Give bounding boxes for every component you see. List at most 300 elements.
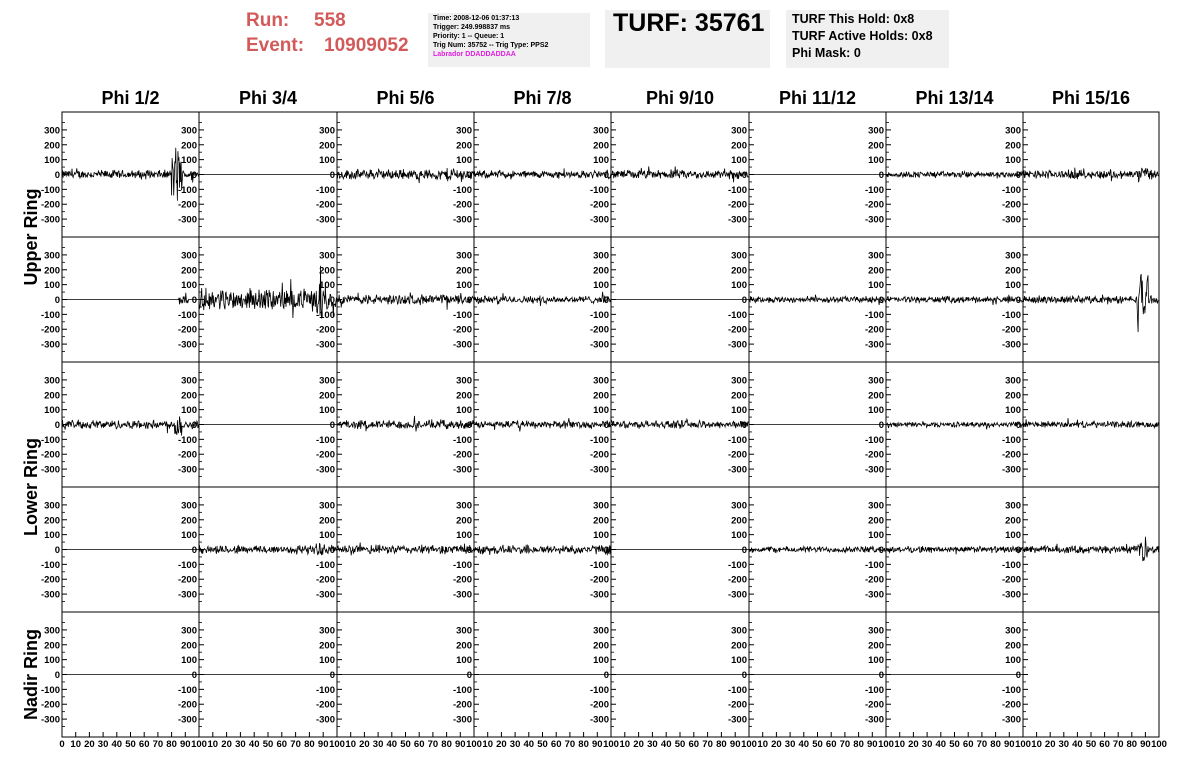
xtick-label-r5-c8-10: 100	[1151, 739, 1167, 750]
ytick-label-r2-c7-6: -300	[864, 339, 884, 351]
xtick-label-r5-c8-1: 10	[1031, 739, 1042, 750]
xtick-label-r5-c5-3: 30	[647, 739, 658, 750]
xtick-label-r5-c2-7: 70	[290, 739, 301, 750]
ytick-label-r2-c4-1: 200	[456, 265, 472, 277]
ytick-label-r2-c8-5: -200	[1001, 324, 1021, 336]
phi-label-6: Phi 11/12	[778, 88, 857, 108]
ytick-label-r3-c2-4: -100	[177, 434, 197, 446]
ytick-label-r4-c4-4: -100	[452, 559, 472, 571]
xtick-label-r5-c8-2: 20	[1044, 739, 1056, 750]
ytick-label-r3-c7-6: -300	[864, 464, 884, 476]
xtick-label-r5-c1-6: 60	[138, 739, 150, 750]
ytick-label-r2-c7-3: 0	[878, 295, 884, 306]
ytick-label-r4-c6-0: 300	[731, 500, 747, 512]
ytick-label-r2-c7-2: 100	[868, 280, 884, 292]
xtick-label-r5-c5-7: 70	[702, 739, 713, 750]
ytick-label-r4-c5-5: -200	[589, 574, 609, 586]
xtick-label-r5-c4-2: 20	[496, 739, 507, 750]
ytick-label-r4-c1-1: 200	[44, 515, 60, 527]
waveform-r4-c4	[474, 545, 611, 555]
ytick-label-r1-c3-2: 100	[319, 155, 335, 167]
ytick-label-r2-c3-0: 300	[319, 250, 335, 262]
ytick-label-r1-c8-3: 0	[1015, 170, 1021, 181]
ytick-label-r5-c8-6: -300	[1001, 714, 1021, 726]
ytick-label-r5-c1-3: 0	[54, 670, 60, 681]
phi-label-2: Phi 3/4	[238, 88, 298, 108]
ytick-label-r1-c3-1: 200	[319, 140, 335, 152]
xtick-label-r5-c8-9: 90	[1140, 739, 1151, 750]
ytick-label-r3-c1-6: -300	[40, 464, 60, 476]
ytick-label-r3-c8-5: -200	[1001, 449, 1021, 461]
ytick-label-r1-c3-6: -300	[315, 214, 335, 226]
ytick-label-r5-c7-0: 300	[868, 625, 884, 637]
xtick-label-r5-c6-1: 10	[757, 739, 768, 750]
ytick-label-r2-c1-0: 300	[44, 250, 60, 262]
ytick-label-r3-c3-5: -200	[315, 449, 335, 461]
ytick-label-r2-c4-4: -100	[452, 309, 472, 321]
ytick-label-r3-c3-3: 0	[329, 420, 335, 431]
ytick-label-r5-c1-1: 200	[44, 640, 60, 652]
ytick-label-r3-c4-0: 300	[456, 375, 472, 387]
ring-label-3: Nadir Ring	[21, 628, 41, 721]
ytick-label-r3-c8-4: -100	[1001, 434, 1021, 446]
ytick-label-r1-c4-5: -200	[452, 199, 472, 211]
ytick-label-r3-c8-3: 0	[1015, 420, 1021, 431]
ytick-label-r5-c6-1: 200	[731, 640, 747, 652]
xtick-label-r5-c5-6: 60	[688, 739, 700, 750]
xtick-label-r5-c3-8: 80	[441, 739, 452, 750]
xtick-label-r5-c2-5: 50	[262, 739, 274, 750]
ytick-label-r3-c3-0: 300	[319, 375, 335, 387]
xtick-label-r5-c1-10: 100	[191, 739, 207, 750]
ytick-label-r4-c6-6: -300	[727, 589, 747, 601]
ytick-label-r4-c7-3: 0	[878, 545, 884, 556]
ytick-label-r3-c6-0: 300	[731, 375, 747, 387]
ytick-label-r3-c6-3: 0	[741, 420, 747, 431]
ytick-label-r5-c1-6: -300	[40, 714, 60, 726]
xtick-label-r5-c7-9: 90	[1004, 739, 1015, 750]
xtick-label-r5-c2-2: 20	[221, 739, 232, 750]
ytick-label-r1-c7-2: 100	[868, 155, 884, 167]
waveform-r4-c2	[199, 543, 337, 555]
ytick-label-r4-c2-0: 300	[181, 500, 197, 512]
ytick-label-r4-c4-3: 0	[466, 545, 472, 556]
ytick-label-r3-c5-5: -200	[589, 449, 609, 461]
waveform-r2-c4	[474, 292, 611, 306]
ytick-label-r4-c3-5: -200	[315, 574, 335, 586]
ytick-label-r2-c5-2: 100	[593, 280, 609, 292]
ytick-label-r1-c6-2: 100	[731, 155, 747, 167]
waveform-r3-c4	[474, 418, 611, 431]
turf-active-holds: TURF Active Holds: 0x8	[792, 29, 933, 43]
ytick-label-r3-c2-5: -200	[177, 449, 197, 461]
ytick-label-r2-c8-0: 300	[1005, 250, 1021, 262]
waveform-r4-c8	[1023, 537, 1159, 561]
xtick-label-r5-c3-5: 50	[400, 739, 411, 750]
ytick-label-r2-c8-2: 100	[1005, 280, 1021, 292]
waveform-r3-c8	[1023, 418, 1159, 428]
ytick-label-r1-c5-3: 0	[603, 170, 609, 181]
ytick-label-r2-c8-1: 200	[1005, 265, 1021, 277]
xtick-label-r5-c6-8: 80	[853, 739, 864, 750]
ytick-label-r4-c5-2: 100	[593, 530, 609, 542]
ytick-label-r3-c1-2: 100	[44, 405, 60, 417]
ytick-label-r1-c2-0: 300	[181, 125, 197, 137]
waveform-r1-c7	[886, 171, 1023, 178]
xtick-label-r5-c6-3: 30	[784, 739, 796, 750]
ytick-label-r2-c2-5: -200	[177, 324, 197, 336]
ytick-label-r4-c7-5: -200	[864, 574, 884, 586]
ytick-label-r3-c2-1: 200	[181, 390, 197, 402]
ytick-label-r1-c4-2: 100	[456, 155, 472, 167]
waveform-r3-c7	[886, 421, 1023, 429]
ytick-label-r5-c8-3: 0	[1015, 670, 1021, 681]
ytick-label-r5-c3-5: -200	[315, 699, 335, 711]
ytick-label-r3-c8-0: 300	[1005, 375, 1021, 387]
ytick-label-r4-c1-4: -100	[40, 559, 60, 571]
xtick-label-r5-c4-4: 40	[523, 739, 535, 750]
xtick-label-r5-c8-8: 80	[1126, 739, 1138, 750]
ytick-label-r1-c3-0: 300	[319, 125, 335, 137]
ytick-label-r1-c3-3: 0	[329, 170, 335, 181]
ytick-label-r3-c6-1: 200	[731, 390, 747, 402]
ytick-label-r1-c5-1: 200	[593, 140, 609, 152]
xtick-label-r5-c7-2: 20	[908, 739, 919, 750]
xtick-label-r5-c2-4: 40	[248, 739, 260, 750]
ytick-label-r4-c4-5: -200	[452, 574, 472, 586]
turf-this-hold: TURF This Hold: 0x8	[792, 12, 915, 26]
ytick-label-r4-c7-4: -100	[864, 559, 884, 571]
xtick-label-r5-c1-8: 80	[166, 739, 177, 750]
xtick-label-r5-c7-7: 70	[976, 739, 988, 750]
xtick-label-r5-c1-7: 70	[152, 739, 164, 750]
xtick-label-r5-c6-9: 90	[867, 739, 878, 750]
phi-label-4: Phi 7/8	[513, 88, 572, 108]
ytick-label-r3-c3-1: 200	[319, 390, 335, 402]
xtick-label-r5-c8-3: 30	[1058, 739, 1070, 750]
ytick-label-r4-c5-4: -100	[589, 559, 609, 571]
ytick-label-r1-c8-0: 300	[1005, 125, 1021, 137]
ytick-label-r4-c3-2: 100	[319, 530, 335, 542]
waveform-r3-c3	[337, 416, 474, 432]
ytick-label-r5-c5-4: -100	[589, 684, 609, 696]
ytick-label-r5-c1-4: -100	[40, 684, 60, 696]
ytick-label-r2-c7-4: -100	[864, 309, 884, 321]
ytick-label-r3-c2-2: 100	[181, 405, 197, 417]
xtick-label-r5-c2-8: 80	[304, 739, 315, 750]
ytick-label-r2-c5-3: 0	[603, 295, 609, 306]
ytick-label-r5-c5-2: 100	[593, 655, 609, 667]
xtick-label-r5-c6-2: 20	[771, 739, 782, 750]
xtick-label-r5-c1-5: 50	[125, 739, 136, 750]
ytick-label-r3-c6-5: -200	[727, 449, 747, 461]
ytick-label-r4-c2-4: -100	[177, 559, 197, 571]
ytick-label-r1-c4-1: 200	[456, 140, 472, 152]
ytick-label-r4-c1-0: 300	[44, 500, 60, 512]
ytick-label-r2-c3-3: 0	[329, 295, 335, 306]
ytick-label-r2-c8-3: 0	[1015, 295, 1021, 306]
run-label: Run:	[246, 10, 290, 31]
ytick-label-r3-c4-4: -100	[452, 434, 472, 446]
ytick-label-r5-c8-5: -200	[1001, 699, 1021, 711]
ytick-label-r4-c3-3: 0	[329, 545, 335, 556]
waveform-r3-c1	[62, 416, 199, 435]
ytick-label-r3-c7-2: 100	[868, 405, 884, 417]
ytick-label-r5-c8-2: 100	[1005, 655, 1021, 667]
ytick-label-r4-c8-5: -200	[1001, 574, 1021, 586]
ytick-label-r1-c4-0: 300	[456, 125, 472, 137]
ytick-label-r3-c1-4: -100	[40, 434, 60, 446]
ytick-label-r5-c7-3: 0	[878, 670, 884, 681]
info-priority: Priority: 1 -- Queue: 1	[433, 33, 505, 40]
xtick-label-r5-c3-1: 10	[345, 739, 356, 750]
ytick-label-r2-c4-6: -300	[452, 339, 472, 351]
ytick-label-r5-c2-0: 300	[181, 625, 197, 637]
waveform-r1-c5	[611, 166, 749, 182]
ytick-label-r4-c2-6: -300	[177, 589, 197, 601]
ytick-label-r1-c3-4: -100	[315, 184, 335, 196]
xtick-label-r5-c1-1: 10	[70, 739, 81, 750]
ytick-label-r1-c1-5: -200	[40, 199, 60, 211]
ytick-label-r3-c5-0: 300	[593, 375, 609, 387]
ytick-label-r4-c8-0: 300	[1005, 500, 1021, 512]
ytick-label-r1-c1-3: 0	[54, 170, 60, 181]
ytick-label-r3-c7-1: 200	[868, 390, 884, 402]
xtick-label-r5-c4-9: 90	[592, 739, 603, 750]
ytick-label-r3-c1-0: 300	[44, 375, 60, 387]
xtick-label-r5-c3-10: 100	[466, 739, 482, 750]
waveform-r2-c1	[62, 293, 199, 305]
ytick-label-r3-c4-1: 200	[456, 390, 472, 402]
ytick-label-r4-c8-6: -300	[1001, 589, 1021, 601]
ytick-label-r4-c7-2: 100	[868, 530, 884, 542]
ytick-label-r2-c3-6: -300	[315, 339, 335, 351]
phi-mask: Phi Mask: 0	[792, 46, 861, 60]
ytick-label-r2-c4-5: -200	[452, 324, 472, 336]
ytick-label-r4-c8-4: -100	[1001, 559, 1021, 571]
ytick-label-r2-c5-5: -200	[589, 324, 609, 336]
ytick-label-r5-c4-6: -300	[452, 714, 472, 726]
ytick-label-r2-c7-5: -200	[864, 324, 884, 336]
xtick-label-r5-c5-9: 90	[729, 739, 741, 750]
ytick-label-r5-c2-4: -100	[177, 684, 197, 696]
ytick-label-r5-c4-1: 200	[456, 640, 472, 652]
waveform-r2-c3	[337, 293, 474, 310]
ytick-label-r1-c1-1: 200	[44, 140, 60, 152]
ytick-label-r1-c4-4: -100	[452, 184, 472, 196]
ytick-label-r2-c2-6: -300	[177, 339, 197, 351]
xtick-label-r5-c4-6: 60	[550, 739, 562, 750]
ytick-label-r5-c7-5: -200	[864, 699, 884, 711]
ytick-label-r1-c6-4: -100	[727, 184, 747, 196]
ytick-label-r1-c7-5: -200	[864, 199, 884, 211]
ytick-label-r2-c3-4: -100	[315, 309, 335, 321]
ring-label-1: Upper Ring	[21, 188, 41, 286]
ytick-label-r2-c2-1: 200	[181, 265, 197, 277]
ytick-label-r2-c1-2: 100	[44, 280, 60, 292]
ytick-label-r5-c4-3: 0	[466, 670, 472, 681]
ytick-label-r1-c5-0: 300	[593, 125, 609, 137]
xtick-label-r5-c6-5: 50	[812, 739, 823, 750]
ytick-label-r4-c1-3: 0	[54, 545, 60, 556]
ytick-label-r4-c1-2: 100	[44, 530, 60, 542]
ytick-label-r3-c5-2: 100	[593, 405, 609, 417]
xtick-label-r5-c1-2: 20	[84, 739, 95, 750]
ytick-label-r4-c5-1: 200	[593, 515, 609, 527]
ytick-label-r3-c3-2: 100	[319, 405, 335, 417]
xtick-label-r5-c7-10: 100	[1015, 739, 1031, 750]
ytick-label-r1-c7-0: 300	[868, 125, 884, 137]
ytick-label-r1-c6-6: -300	[727, 214, 747, 226]
ytick-label-r1-c6-5: -200	[727, 199, 747, 211]
ytick-label-r4-c3-4: -100	[315, 559, 335, 571]
ytick-label-r1-c7-1: 200	[868, 140, 884, 152]
xtick-label-r5-c8-5: 50	[1085, 739, 1097, 750]
ytick-label-r1-c5-4: -100	[589, 184, 609, 196]
xtick-label-r5-c3-3: 30	[372, 739, 384, 750]
ytick-label-r3-c7-3: 0	[878, 420, 884, 431]
ytick-label-r4-c6-4: -100	[727, 559, 747, 571]
xtick-label-r5-c3-2: 20	[359, 739, 370, 750]
xtick-label-r5-c7-4: 40	[935, 739, 947, 750]
ytick-label-r4-c3-0: 300	[319, 500, 335, 512]
ytick-label-r5-c3-4: -100	[315, 684, 335, 696]
ytick-label-r5-c3-6: -300	[315, 714, 335, 726]
ytick-label-r5-c6-0: 300	[731, 625, 747, 637]
ytick-label-r5-c6-2: 100	[731, 655, 747, 667]
ytick-label-r2-c2-3: 0	[191, 295, 197, 306]
phi-label-8: Phi 15/16	[1051, 88, 1131, 108]
ytick-label-r1-c2-6: -300	[177, 214, 197, 226]
turf-title: TURF: 35761	[613, 9, 765, 37]
ytick-label-r2-c7-0: 300	[868, 250, 884, 262]
xtick-label-r5-c4-8: 80	[578, 739, 589, 750]
ytick-label-r1-c5-2: 100	[593, 155, 609, 167]
ytick-label-r5-c7-6: -300	[864, 714, 884, 726]
xtick-label-r5-c7-5: 50	[949, 739, 960, 750]
ytick-label-r5-c4-0: 300	[456, 625, 472, 637]
ytick-label-r4-c6-3: 0	[741, 545, 747, 556]
labrador-status: Labrador DDADDADDAA	[433, 51, 516, 58]
ytick-label-r3-c5-1: 200	[593, 390, 609, 402]
ytick-label-r5-c2-3: 0	[191, 670, 197, 681]
ytick-label-r5-c8-0: 300	[1005, 625, 1021, 637]
ytick-label-r2-c4-3: 0	[466, 295, 472, 306]
xtick-label-r5-c3-6: 60	[413, 739, 425, 750]
ytick-label-r1-c1-0: 300	[44, 125, 60, 137]
ytick-label-r5-c2-6: -300	[177, 714, 197, 726]
waveform-r2-c8	[1023, 274, 1159, 332]
ytick-label-r2-c1-3: 0	[54, 295, 60, 306]
ytick-label-r2-c6-1: 200	[731, 265, 747, 277]
ytick-label-r3-c1-3: 0	[54, 420, 60, 431]
ytick-label-r2-c1-5: -200	[40, 324, 60, 336]
xtick-label-r5-c3-7: 70	[427, 739, 439, 750]
ytick-label-r3-c8-2: 100	[1005, 405, 1021, 417]
ytick-label-r1-c5-6: -300	[589, 214, 609, 226]
ytick-label-r3-c3-4: -100	[315, 434, 335, 446]
ytick-label-r2-c6-6: -300	[727, 339, 747, 351]
ytick-label-r2-c2-4: -100	[177, 309, 197, 321]
ytick-label-r4-c6-5: -200	[727, 574, 747, 586]
ytick-label-r2-c6-5: -200	[727, 324, 747, 336]
ytick-label-r5-c1-0: 300	[44, 625, 60, 637]
waveform-r4-c3	[337, 543, 474, 556]
event-label: Event:	[246, 35, 305, 56]
ytick-label-r3-c4-5: -200	[452, 449, 472, 461]
ytick-label-r2-c3-5: -200	[315, 324, 335, 336]
ytick-label-r3-c6-6: -300	[727, 464, 747, 476]
waveform-r3-c5	[611, 419, 749, 429]
xtick-label-r5-c2-10: 100	[329, 739, 345, 750]
ytick-label-r4-c8-2: 100	[1005, 530, 1021, 542]
ytick-label-r1-c5-5: -200	[589, 199, 609, 211]
xtick-label-r5-c7-1: 10	[894, 739, 905, 750]
ytick-label-r5-c3-3: 0	[329, 670, 335, 681]
xtick-label-r5-c7-8: 80	[990, 739, 1001, 750]
xtick-label-r5-c5-5: 50	[674, 739, 686, 750]
ytick-label-r1-c7-6: -300	[864, 214, 884, 226]
ytick-label-r4-c7-0: 300	[868, 500, 884, 512]
xtick-label-r5-c2-6: 60	[276, 739, 288, 750]
ytick-label-r1-c7-3: 0	[878, 170, 884, 181]
xtick-label-r5-c6-10: 100	[878, 739, 894, 750]
ytick-label-r3-c3-6: -300	[315, 464, 335, 476]
ytick-label-r5-c2-5: -200	[177, 699, 197, 711]
ring-label-2: Lower Ring	[21, 438, 41, 536]
ytick-label-r1-c3-5: -200	[315, 199, 335, 211]
ytick-label-r3-c7-5: -200	[864, 449, 884, 461]
ytick-label-r4-c4-1: 200	[456, 515, 472, 527]
ytick-label-r3-c5-6: -300	[589, 464, 609, 476]
ytick-label-r1-c1-4: -100	[40, 184, 60, 196]
xtick-label-r5-c7-6: 60	[962, 739, 974, 750]
ytick-label-r3-c5-4: -100	[589, 434, 609, 446]
ytick-label-r1-c6-3: 0	[741, 170, 747, 181]
ytick-label-r4-c7-6: -300	[864, 589, 884, 601]
ytick-label-r3-c6-2: 100	[731, 405, 747, 417]
ytick-label-r5-c6-6: -300	[727, 714, 747, 726]
ytick-label-r4-c4-2: 100	[456, 530, 472, 542]
ytick-label-r1-c6-0: 300	[731, 125, 747, 137]
ytick-label-r5-c7-1: 200	[868, 640, 884, 652]
ytick-label-r1-c1-6: -300	[40, 214, 60, 226]
waveform-r4-c7	[886, 546, 1023, 554]
ytick-label-r2-c4-0: 300	[456, 250, 472, 262]
ytick-label-r4-c1-5: -200	[40, 574, 60, 586]
ytick-label-r5-c2-2: 100	[181, 655, 197, 667]
xtick-label-r5-c3-9: 90	[455, 739, 466, 750]
xtick-label-r5-c4-10: 100	[603, 739, 619, 750]
ytick-label-r5-c6-3: 0	[741, 670, 747, 681]
waveform-r1-c4	[474, 168, 611, 179]
ytick-label-r5-c6-4: -100	[727, 684, 747, 696]
info-time: Time: 2008-12-06 01:37:13	[433, 15, 520, 22]
xtick-label-r5-c4-5: 50	[537, 739, 548, 750]
ytick-label-r4-c8-3: 0	[1015, 545, 1021, 556]
ytick-label-r1-c2-3: 0	[191, 170, 197, 181]
ytick-label-r5-c8-4: -100	[1001, 684, 1021, 696]
waveform-r4-c6	[749, 546, 886, 553]
ytick-label-r5-c4-5: -200	[452, 699, 472, 711]
ytick-label-r4-c5-6: -300	[589, 589, 609, 601]
ytick-label-r4-c2-1: 200	[181, 515, 197, 527]
ytick-label-r4-c5-0: 300	[593, 500, 609, 512]
xtick-label-r5-c6-7: 70	[839, 739, 851, 750]
ytick-label-r2-c3-2: 100	[319, 280, 335, 292]
ytick-label-r5-c5-0: 300	[593, 625, 609, 637]
info-trigger: Trigger: 249.998837 ms	[433, 24, 511, 31]
